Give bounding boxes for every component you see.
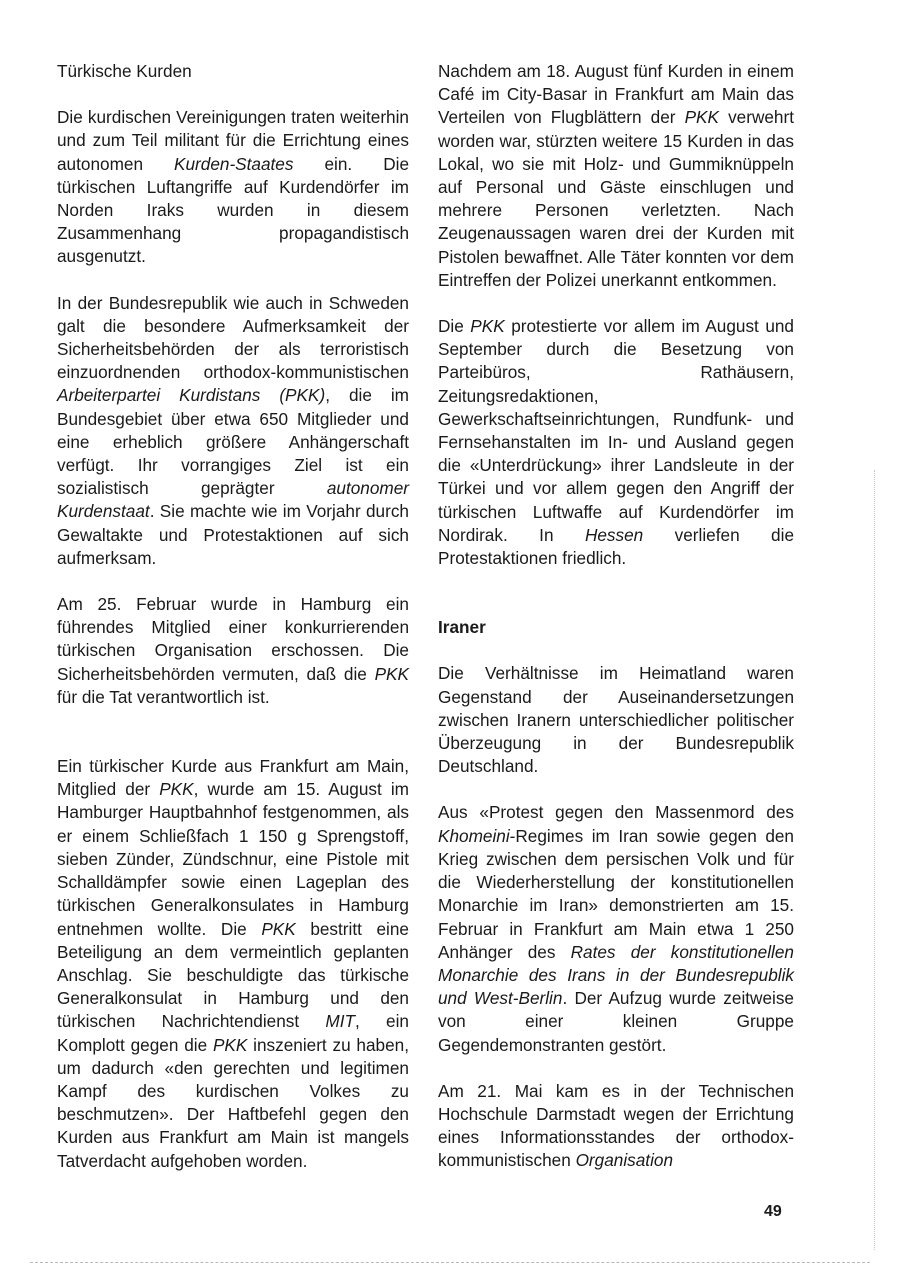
text-run: Die kurdischen Vereinigungen traten weiterhin und zum Teil militant für die Errichtung eines autonomen (57, 107, 409, 174)
paragraph (57, 292, 409, 570)
text-run: , wurde am 15. August im Hamburger Hauptbahnhof festgenommen, als er einem Schließfach 1 150 g Sprengstoff, sieben Zünder, Zündschnur, eine Pistole mit Schalldämpfer sowie einen Lageplan des türkischen Generalkonsulates in Hamburg entnehmen wollte. Die (57, 779, 409, 939)
text-run: Aus «Protest gegen den Massenmord des (438, 802, 794, 823)
text-run: protestierte vor allem im August und September durch die Besetzung von Parteibüros, Rathäusern, Zeitungsredaktionen, Gewerkschaftseinrichtungen, Rundfunk- und Fernsehanstalten im In- und Ausland gegen die «Unterdrückung» ihrer Landsleute in der Türkei und vor allem gegen den Angriff der türkischen Luftwaffe auf Kurdendörfer im Nordirak. In (438, 316, 794, 545)
emphasized-text: PKK (159, 779, 194, 800)
text-run: ein. Die türkischen Luftangriffe auf Kurdendörfer im Norden Iraks wurden in diesem Zusammenhang propagandistisch ausgenutzt. (57, 153, 409, 267)
section-heading-tuerkische-kurden: Türkische Kurden (57, 61, 192, 81)
paragraph (438, 1080, 794, 1173)
emphasized-text: Rates der konstitutionellen Monarchie des Irans in der Bundesrepublik und West-Berlin (438, 941, 794, 1009)
emphasized-text: Arbeiterpartei Kurdistans (PKK) (57, 385, 326, 406)
text-run: In der Bundesrepublik wie auch in Schweden galt die besondere Aufmerksamkeit der Sicherheitsbehörden der als terroristisch einzuordnenden orthodox-kommunistischen (57, 292, 409, 383)
scan-edge-margin (874, 470, 875, 1250)
text-run: Nachdem am 18. August fünf Kurden in einem Café im City-Basar in Frankfurt am Main das Verteilen von Flugblättern der (438, 61, 794, 128)
right-column (438, 60, 794, 1173)
emphasized-text: PKK (470, 316, 505, 337)
section-heading-iraner: Iraner (438, 617, 486, 638)
text-run: , die im Bundesgebiet über etwa 650 Mitglieder und eine erheblich größere Anhängerschaft verfügt. Ihr vorrangiges Ziel ist ein sozialistisch geprägter (57, 385, 409, 499)
text-run: . Der Aufzug wurde zeitweise von einer kleinen Gruppe Gegendemonstranten gestört. (438, 988, 794, 1055)
emphasized-text: PKK (261, 918, 296, 939)
emphasized-text: autonomer Kurdenstaat (57, 478, 409, 522)
emphasized-text: Khomeini (438, 825, 510, 846)
text-run: , ein Komplott gegen die (57, 1011, 409, 1055)
text-run: -Regimes im Iran sowie gegen den Krieg zwischen dem persischen Volk und für die Wiederherstellung der konstitutionellen Monarchie im Iran» demonstrierten am 15. Februar in Frankfurt am Main etwa 1 250 Anhänger des (438, 825, 794, 962)
text-run: Ein türkischer Kurde aus Frankfurt am Main, Mitglied der (57, 756, 409, 800)
paragraph (438, 60, 794, 292)
paragraph (438, 662, 794, 778)
scan-edge-line (30, 1262, 870, 1263)
emphasized-text: Kurden-Staates (174, 153, 294, 174)
text-run: verwehrt worden war, stürzten weitere 15 Kurden in das Lokal, wo sie mit Holz- und Gummiknüppeln auf Personal und Gäste einschlugen und mehrere Personen verletzten. Nach Zeugenaussagen waren drei der Kurden mit Pistolen bewaffnet. Alle Täter konnten vor dem Eintreffen der Polizei unerkannt entkommen. (438, 107, 794, 290)
text-run: . Sie machte wie im Vorjahr durch Gewaltakte und Protestaktionen auf sich aufmerksam. (57, 501, 409, 568)
text-run: Die Verhältnisse im Heimatland waren Gegenstand der Auseinandersetzungen zwischen Iranern unterschiedlicher politischer Überzeugung in der Bundesrepublik Deutschland. (438, 663, 794, 777)
paragraph (57, 755, 409, 1173)
text-run: für die Tat verantwortlich ist. (57, 686, 270, 707)
text-run: Am 21. Mai kam es in der Technischen Hochschule Darmstadt wegen der Errichtung eines Informationsstandes der orthodox-kommunistischen (438, 1080, 794, 1171)
emphasized-text: MIT (325, 1011, 356, 1032)
text-run: bestritt eine Beteiligung an dem vermeintlich geplanten Anschlag. Sie beschuldigte das türkische Generalkonsulat in Hamburg und den türkischen Nachrichtendienst (57, 918, 409, 1032)
text-run: inszeniert zu haben, um dadurch «den gerechten und legitimen Kampf des kurdischen Volkes zu beschmutzen». Der Haftbefehl gegen den Kurden aus Frankfurt am Main ist mangels Tatverdacht aufgehoben worden. (57, 1034, 409, 1171)
left-column (57, 60, 409, 1173)
paragraph (438, 315, 794, 570)
paragraph (57, 106, 409, 268)
text-run: Die (438, 316, 471, 337)
paragraph (57, 593, 409, 709)
emphasized-text: Organisation (575, 1150, 674, 1171)
emphasized-text: PKK (374, 663, 409, 684)
text-run: Am 25. Februar wurde in Hamburg ein führendes Mitglied einer konkurrierenden türkischen Organisation erschossen. Die Sicherheitsbehörden vermuten, daß die (57, 594, 409, 684)
paragraph (438, 801, 794, 1056)
emphasized-text: Hessen (584, 524, 644, 545)
emphasized-text: PKK (212, 1034, 248, 1055)
page-number: 49 (764, 1203, 782, 1220)
text-run: verliefen die Protestaktionen friedlich. (438, 524, 794, 569)
emphasized-text: PKK (684, 107, 719, 128)
